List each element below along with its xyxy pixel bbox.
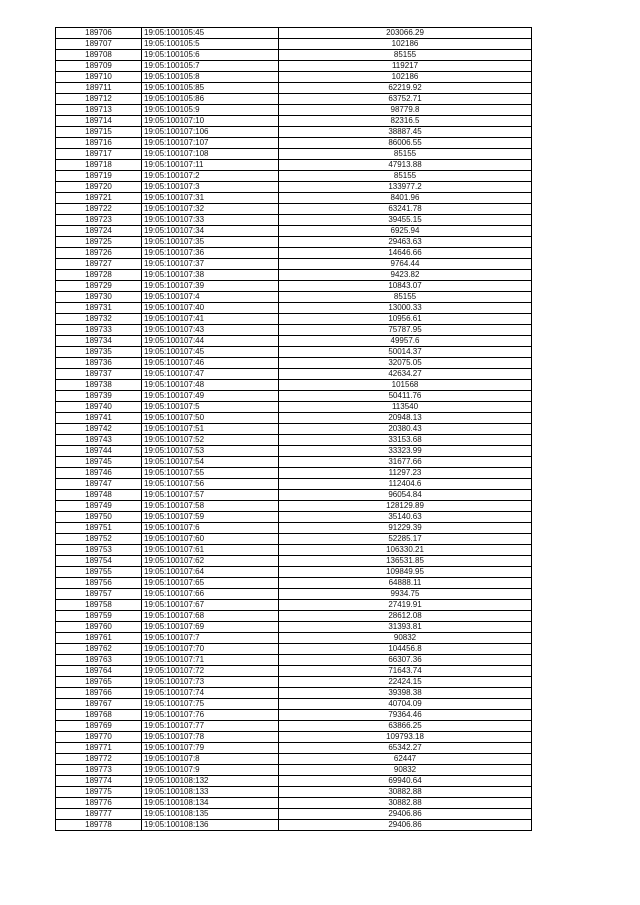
table-row [56, 160, 532, 171]
row-number-cell: 189713 [56, 105, 142, 116]
table-row [56, 655, 532, 666]
value-cell: 29406.86 [279, 820, 532, 831]
table-row [56, 380, 532, 391]
row-number-cell: 189758 [56, 600, 142, 611]
row-number-cell: 189716 [56, 138, 142, 149]
value-cell: 101568 [279, 380, 532, 391]
value-cell: 136531.85 [279, 556, 532, 567]
table-row [56, 193, 532, 204]
cadastral-number-cell: 19:05:100107:106 [142, 127, 279, 138]
cadastral-number-cell: 19:05:100107:34 [142, 226, 279, 237]
value-cell: 11297.23 [279, 468, 532, 479]
value-cell: 128129.89 [279, 501, 532, 512]
value-cell: 30882.88 [279, 798, 532, 809]
cadastral-number-cell: 19:05:100107:49 [142, 391, 279, 402]
value-cell: 35140.63 [279, 512, 532, 523]
table-row [56, 72, 532, 83]
value-cell: 91229.39 [279, 523, 532, 534]
value-cell: 85155 [279, 171, 532, 182]
cadastral-number-cell: 19:05:100107:36 [142, 248, 279, 259]
cadastral-number-cell: 19:05:100107:48 [142, 380, 279, 391]
row-number-cell: 189759 [56, 611, 142, 622]
row-number-cell: 189741 [56, 413, 142, 424]
row-number-cell: 189739 [56, 391, 142, 402]
value-cell: 82316.5 [279, 116, 532, 127]
table-row [56, 556, 532, 567]
cadastral-number-cell: 19:05:100108:134 [142, 798, 279, 809]
value-cell: 62219.92 [279, 83, 532, 94]
table-row [56, 50, 532, 61]
cadastral-number-cell: 19:05:100107:60 [142, 534, 279, 545]
row-number-cell: 189755 [56, 567, 142, 578]
cadastral-number-cell: 19:05:100107:64 [142, 567, 279, 578]
table-row [56, 666, 532, 677]
table-row [56, 237, 532, 248]
table-row [56, 732, 532, 743]
row-number-cell: 189721 [56, 193, 142, 204]
value-cell: 71643.74 [279, 666, 532, 677]
table-row [56, 710, 532, 721]
value-cell: 27419.91 [279, 600, 532, 611]
value-cell: 96054.84 [279, 490, 532, 501]
table-row [56, 644, 532, 655]
cadastral-number-cell: 19:05:100107:31 [142, 193, 279, 204]
row-number-cell: 189726 [56, 248, 142, 259]
row-number-cell: 189770 [56, 732, 142, 743]
table-row [56, 622, 532, 633]
value-cell: 203066.29 [279, 28, 532, 39]
cadastral-number-cell: 19:05:100105:7 [142, 61, 279, 72]
table-row [56, 347, 532, 358]
value-cell: 133977.2 [279, 182, 532, 193]
table-row [56, 215, 532, 226]
value-cell: 63241.78 [279, 204, 532, 215]
value-cell: 33153.68 [279, 435, 532, 446]
row-number-cell: 189727 [56, 259, 142, 270]
value-cell: 85155 [279, 50, 532, 61]
row-number-cell: 189750 [56, 512, 142, 523]
table-row [56, 391, 532, 402]
cadastral-number-cell: 19:05:100107:41 [142, 314, 279, 325]
table-row [56, 83, 532, 94]
table-row [56, 446, 532, 457]
row-number-cell: 189747 [56, 479, 142, 490]
table-row [56, 512, 532, 523]
value-cell: 50411.76 [279, 391, 532, 402]
value-cell: 109849.95 [279, 567, 532, 578]
row-number-cell: 189712 [56, 94, 142, 105]
row-number-cell: 189743 [56, 435, 142, 446]
cadastral-number-cell: 19:05:100107:55 [142, 468, 279, 479]
cadastral-number-cell: 19:05:100105:85 [142, 83, 279, 94]
row-number-cell: 189708 [56, 50, 142, 61]
table-row [56, 39, 532, 50]
row-number-cell: 189720 [56, 182, 142, 193]
table-body [56, 28, 532, 831]
cadastral-number-cell: 19:05:100107:57 [142, 490, 279, 501]
value-cell: 31677.66 [279, 457, 532, 468]
table-row [56, 402, 532, 413]
cadastral-number-cell: 19:05:100107:72 [142, 666, 279, 677]
table-row [56, 314, 532, 325]
value-cell: 14646.66 [279, 248, 532, 259]
row-number-cell: 189736 [56, 358, 142, 369]
value-cell: 62447 [279, 754, 532, 765]
cadastral-number-cell: 19:05:100107:50 [142, 413, 279, 424]
value-cell: 66307.36 [279, 655, 532, 666]
row-number-cell: 189763 [56, 655, 142, 666]
value-cell: 106330.21 [279, 545, 532, 556]
cadastral-number-cell: 19:05:100105:9 [142, 105, 279, 116]
table-row [56, 490, 532, 501]
value-cell: 33323.99 [279, 446, 532, 457]
value-cell: 38887.45 [279, 127, 532, 138]
cadastral-number-cell: 19:05:100107:4 [142, 292, 279, 303]
value-cell: 69940.64 [279, 776, 532, 787]
cadastral-number-cell: 19:05:100107:47 [142, 369, 279, 380]
table-row [56, 204, 532, 215]
table-row [56, 303, 532, 314]
row-number-cell: 189766 [56, 688, 142, 699]
cadastral-number-cell: 19:05:100107:53 [142, 446, 279, 457]
table-row [56, 61, 532, 72]
row-number-cell: 189715 [56, 127, 142, 138]
table-row [56, 248, 532, 259]
table-row [56, 776, 532, 787]
value-cell: 64888.11 [279, 578, 532, 589]
row-number-cell: 189777 [56, 809, 142, 820]
row-number-cell: 189762 [56, 644, 142, 655]
value-cell: 102186 [279, 39, 532, 50]
row-number-cell: 189729 [56, 281, 142, 292]
value-cell: 49957.6 [279, 336, 532, 347]
cadastral-number-cell: 19:05:100105:6 [142, 50, 279, 61]
table-row [56, 424, 532, 435]
value-cell: 85155 [279, 292, 532, 303]
row-number-cell: 189728 [56, 270, 142, 281]
cadastral-number-cell: 19:05:100107:74 [142, 688, 279, 699]
value-cell: 42634.27 [279, 369, 532, 380]
table-row [56, 28, 532, 39]
table-row [56, 182, 532, 193]
table-row [56, 578, 532, 589]
table-row [56, 105, 532, 116]
value-cell: 119217 [279, 61, 532, 72]
table-row [56, 468, 532, 479]
table-row [56, 743, 532, 754]
table-row [56, 116, 532, 127]
value-cell: 20948.13 [279, 413, 532, 424]
value-cell: 8401.96 [279, 193, 532, 204]
value-cell: 85155 [279, 149, 532, 160]
value-cell: 90832 [279, 633, 532, 644]
cadastral-number-cell: 19:05:100105:45 [142, 28, 279, 39]
cadastral-number-cell: 19:05:100107:37 [142, 259, 279, 270]
cadastral-number-cell: 19:05:100107:32 [142, 204, 279, 215]
row-number-cell: 189737 [56, 369, 142, 380]
row-number-cell: 189776 [56, 798, 142, 809]
cadastral-number-cell: 19:05:100108:132 [142, 776, 279, 787]
row-number-cell: 189756 [56, 578, 142, 589]
value-cell: 104456.8 [279, 644, 532, 655]
cadastral-number-cell: 19:05:100107:54 [142, 457, 279, 468]
row-number-cell: 189706 [56, 28, 142, 39]
table-row [56, 765, 532, 776]
value-cell: 28612.08 [279, 611, 532, 622]
table-row [56, 688, 532, 699]
cadastral-number-cell: 19:05:100107:71 [142, 655, 279, 666]
cadastral-number-cell: 19:05:100107:59 [142, 512, 279, 523]
cadastral-number-cell: 19:05:100107:73 [142, 677, 279, 688]
value-cell: 50014.37 [279, 347, 532, 358]
row-number-cell: 189733 [56, 325, 142, 336]
value-cell: 9423.82 [279, 270, 532, 281]
row-number-cell: 189753 [56, 545, 142, 556]
table-row [56, 479, 532, 490]
table-row [56, 787, 532, 798]
table-row [56, 754, 532, 765]
cadastral-number-cell: 19:05:100105:8 [142, 72, 279, 83]
value-cell: 102186 [279, 72, 532, 83]
value-cell: 30882.88 [279, 787, 532, 798]
row-number-cell: 189746 [56, 468, 142, 479]
cadastral-number-cell: 19:05:100107:5 [142, 402, 279, 413]
value-cell: 32075.05 [279, 358, 532, 369]
table-row [56, 138, 532, 149]
table-row [56, 523, 532, 534]
row-number-cell: 189723 [56, 215, 142, 226]
cadastral-number-cell: 19:05:100107:56 [142, 479, 279, 490]
value-cell: 39398.38 [279, 688, 532, 699]
table-row [56, 369, 532, 380]
value-cell: 98779.8 [279, 105, 532, 116]
table-row [56, 677, 532, 688]
row-number-cell: 189774 [56, 776, 142, 787]
table-row [56, 127, 532, 138]
cadastral-number-cell: 19:05:100107:38 [142, 270, 279, 281]
row-number-cell: 189768 [56, 710, 142, 721]
table-row [56, 457, 532, 468]
row-number-cell: 189709 [56, 61, 142, 72]
cadastral-number-cell: 19:05:100107:8 [142, 754, 279, 765]
table-row [56, 567, 532, 578]
table-row [56, 633, 532, 644]
value-cell: 6925.94 [279, 226, 532, 237]
cadastral-number-cell: 19:05:100108:135 [142, 809, 279, 820]
value-cell: 9934.75 [279, 589, 532, 600]
cadastral-number-cell: 19:05:100107:33 [142, 215, 279, 226]
cadastral-number-cell: 19:05:100107:65 [142, 578, 279, 589]
row-number-cell: 189772 [56, 754, 142, 765]
value-cell: 29406.86 [279, 809, 532, 820]
cadastral-number-cell: 19:05:100107:39 [142, 281, 279, 292]
cadastral-number-cell: 19:05:100107:70 [142, 644, 279, 655]
cadastral-number-cell: 19:05:100108:133 [142, 787, 279, 798]
table-row [56, 699, 532, 710]
cadastral-number-cell: 19:05:100105:5 [142, 39, 279, 50]
value-cell: 79364.46 [279, 710, 532, 721]
row-number-cell: 189714 [56, 116, 142, 127]
cadastral-number-cell: 19:05:100107:77 [142, 721, 279, 732]
value-cell: 113540 [279, 402, 532, 413]
cadastral-number-cell: 19:05:100107:78 [142, 732, 279, 743]
row-number-cell: 189757 [56, 589, 142, 600]
row-number-cell: 189717 [56, 149, 142, 160]
cadastral-number-cell: 19:05:100107:79 [142, 743, 279, 754]
row-number-cell: 189761 [56, 633, 142, 644]
row-number-cell: 189710 [56, 72, 142, 83]
cadastral-number-cell: 19:05:100107:58 [142, 501, 279, 512]
value-cell: 39455.15 [279, 215, 532, 226]
table-row [56, 149, 532, 160]
row-number-cell: 189732 [56, 314, 142, 325]
row-number-cell: 189718 [56, 160, 142, 171]
row-number-cell: 189749 [56, 501, 142, 512]
cadastral-number-cell: 19:05:100107:52 [142, 435, 279, 446]
row-number-cell: 189711 [56, 83, 142, 94]
value-cell: 109793.18 [279, 732, 532, 743]
value-cell: 10843.07 [279, 281, 532, 292]
value-cell: 75787.95 [279, 325, 532, 336]
table-row [56, 226, 532, 237]
table-row [56, 820, 532, 831]
table-row [56, 501, 532, 512]
row-number-cell: 189765 [56, 677, 142, 688]
cadastral-number-cell: 19:05:100107:67 [142, 600, 279, 611]
row-number-cell: 189744 [56, 446, 142, 457]
table-row [56, 413, 532, 424]
cadastral-number-cell: 19:05:100107:45 [142, 347, 279, 358]
row-number-cell: 189735 [56, 347, 142, 358]
table-row [56, 435, 532, 446]
row-number-cell: 189764 [56, 666, 142, 677]
table-row [56, 358, 532, 369]
row-number-cell: 189767 [56, 699, 142, 710]
value-cell: 29463.63 [279, 237, 532, 248]
cadastral-number-cell: 19:05:100107:62 [142, 556, 279, 567]
row-number-cell: 189760 [56, 622, 142, 633]
table-row [56, 292, 532, 303]
row-number-cell: 189775 [56, 787, 142, 798]
cadastral-number-cell: 19:05:100107:7 [142, 633, 279, 644]
value-cell: 52285.17 [279, 534, 532, 545]
table-row [56, 798, 532, 809]
value-cell: 63866.25 [279, 721, 532, 732]
row-number-cell: 189748 [56, 490, 142, 501]
cadastral-number-cell: 19:05:100107:51 [142, 424, 279, 435]
cadastral-number-cell: 19:05:100107:66 [142, 589, 279, 600]
value-cell: 20380.43 [279, 424, 532, 435]
table-row [56, 325, 532, 336]
cadastral-number-cell: 19:05:100107:75 [142, 699, 279, 710]
cadastral-number-cell: 19:05:100105:86 [142, 94, 279, 105]
row-number-cell: 189731 [56, 303, 142, 314]
cadastral-number-cell: 19:05:100107:6 [142, 523, 279, 534]
row-number-cell: 189719 [56, 171, 142, 182]
row-number-cell: 189752 [56, 534, 142, 545]
cadastral-number-cell: 19:05:100107:3 [142, 182, 279, 193]
table-row [56, 721, 532, 732]
table-row [56, 809, 532, 820]
cadastral-number-cell: 19:05:100107:35 [142, 237, 279, 248]
row-number-cell: 189725 [56, 237, 142, 248]
row-number-cell: 189745 [56, 457, 142, 468]
row-number-cell: 189769 [56, 721, 142, 732]
value-cell: 40704.09 [279, 699, 532, 710]
row-number-cell: 189742 [56, 424, 142, 435]
row-number-cell: 189771 [56, 743, 142, 754]
row-number-cell: 189722 [56, 204, 142, 215]
table-row [56, 259, 532, 270]
table-row [56, 611, 532, 622]
cadastral-number-cell: 19:05:100107:9 [142, 765, 279, 776]
table-row [56, 545, 532, 556]
cadastral-number-cell: 19:05:100107:11 [142, 160, 279, 171]
cadastral-number-cell: 19:05:100107:108 [142, 149, 279, 160]
row-number-cell: 189754 [56, 556, 142, 567]
table-row [56, 534, 532, 545]
table-row [56, 336, 532, 347]
table-row [56, 94, 532, 105]
value-cell: 10956.61 [279, 314, 532, 325]
cadastral-number-cell: 19:05:100107:44 [142, 336, 279, 347]
cadastral-number-cell: 19:05:100107:68 [142, 611, 279, 622]
cadastral-number-cell: 19:05:100108:136 [142, 820, 279, 831]
row-number-cell: 189730 [56, 292, 142, 303]
value-cell: 86006.55 [279, 138, 532, 149]
row-number-cell: 189751 [56, 523, 142, 534]
cadastral-number-cell: 19:05:100107:10 [142, 116, 279, 127]
value-cell: 63752.71 [279, 94, 532, 105]
row-number-cell: 189724 [56, 226, 142, 237]
table-row [56, 171, 532, 182]
value-cell: 47913.88 [279, 160, 532, 171]
cadastral-number-cell: 19:05:100107:43 [142, 325, 279, 336]
table-row [56, 589, 532, 600]
cadastral-number-cell: 19:05:100107:61 [142, 545, 279, 556]
value-cell: 9764.44 [279, 259, 532, 270]
value-cell: 112404.6 [279, 479, 532, 490]
value-cell: 65342.27 [279, 743, 532, 754]
value-cell: 31393.81 [279, 622, 532, 633]
row-number-cell: 189773 [56, 765, 142, 776]
row-number-cell: 189734 [56, 336, 142, 347]
data-table [55, 27, 532, 831]
row-number-cell: 189707 [56, 39, 142, 50]
table-row [56, 281, 532, 292]
cadastral-number-cell: 19:05:100107:2 [142, 171, 279, 182]
cadastral-number-cell: 19:05:100107:40 [142, 303, 279, 314]
row-number-cell: 189778 [56, 820, 142, 831]
row-number-cell: 189738 [56, 380, 142, 391]
value-cell: 22424.15 [279, 677, 532, 688]
table-row [56, 270, 532, 281]
value-cell: 90832 [279, 765, 532, 776]
cadastral-number-cell: 19:05:100107:76 [142, 710, 279, 721]
cadastral-number-cell: 19:05:100107:107 [142, 138, 279, 149]
row-number-cell: 189740 [56, 402, 142, 413]
value-cell: 13000.33 [279, 303, 532, 314]
table-row [56, 600, 532, 611]
cadastral-number-cell: 19:05:100107:46 [142, 358, 279, 369]
cadastral-number-cell: 19:05:100107:69 [142, 622, 279, 633]
